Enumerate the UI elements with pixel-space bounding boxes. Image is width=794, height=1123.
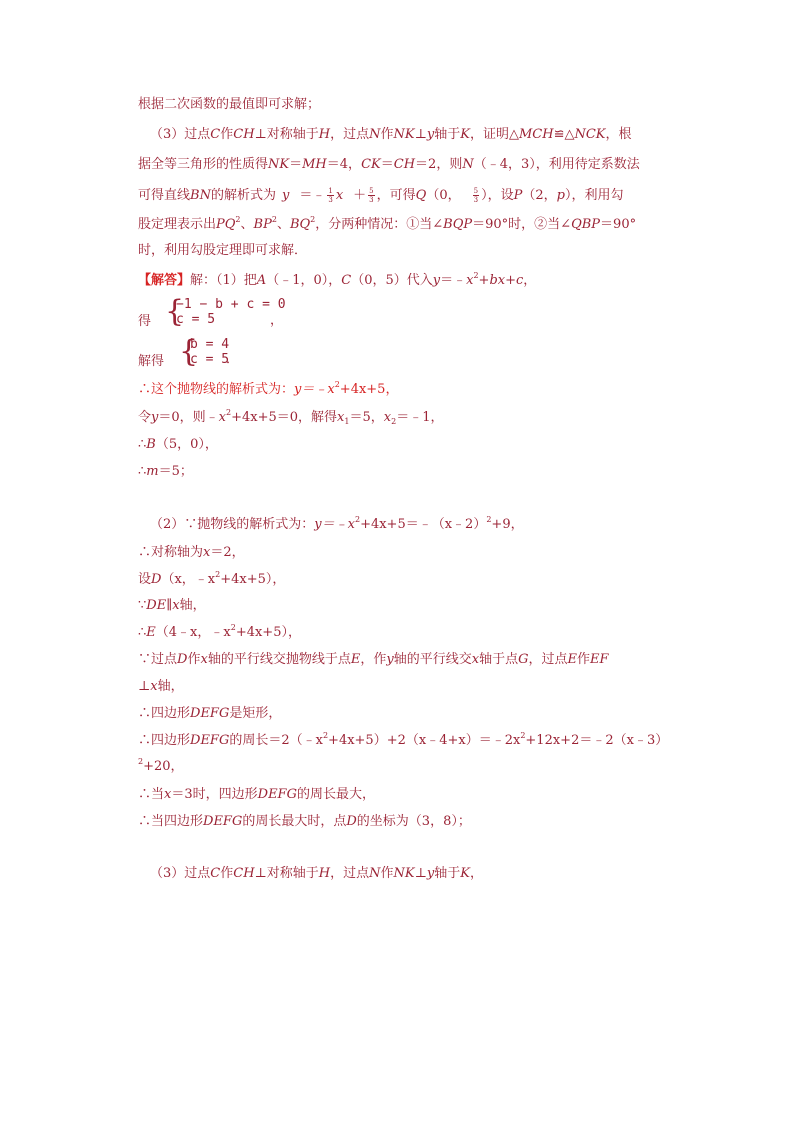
analysis-line-2: （3）过点C作CH⊥对称轴于H，过点N作NK⊥y轴于K，证明△MCH≌△NCK，根 [150, 127, 632, 142]
answer-part-2-point-e: ∴E（4﹣x，$﹣x^2+4x+5$）， [138, 623, 301, 640]
answer-part-2-de-parallel: ∵DE∥x轴， [138, 598, 206, 613]
system-2-brace: { [179, 334, 199, 369]
answer-part-2-ef-perp: ⊥x轴， [138, 679, 184, 694]
answer-part-2-perimeter-cont: $^2$+20， [138, 757, 184, 774]
answer-part-2-rectangle: ∴四边形DEFG是矩形， [138, 706, 282, 721]
analysis-line-4: 可得直线BN的解析式为 y ＝﹣ $\frac{1}{3}$ x ＋ $\frac{5}{3}$ ，可得Q（0， $\frac{5}{3}$ ），设P（2，p），利用勾 [138, 187, 624, 204]
system-2-row-1: b = 4 [190, 337, 230, 352]
answer-part-2-line-1: （2）∵抛物线的解析式为：$y=﹣x^2+4x+5=﹣(x﹣2)^2+9$， [150, 515, 524, 532]
answer-line-point-b: ∴B（5，0）， [138, 437, 218, 452]
answer-part-2-conclusion: ∴当四边形DEFG的周长最大时，点D的坐标为（3，8）； [138, 814, 471, 829]
analysis-line-1: 根据二次函数的最值即可求解； [138, 97, 321, 112]
answer-line-m: ∴m＝5； [138, 464, 193, 479]
answer-part-2-axis: ∴对称轴为x＝2， [138, 545, 245, 560]
fraction-five-thirds-q: $\frac{5}{3}$ [473, 187, 479, 204]
answer-part-2-point-d: 设D（x，$﹣x^2+4x+5$）， [138, 570, 286, 587]
analysis-line-5: 股定理表示出$PQ^2$、$BP^2$、$BQ^2$，分两种情况：①当∠BQP＝90°时，②当∠QBP＝90° [138, 215, 637, 232]
system-1-row-2: c = 5 [176, 312, 216, 327]
system-1-end: ， [270, 313, 284, 328]
analysis-line-3: 据全等三角形的性质得NK＝MH＝4，CK＝CH＝2，则N（﹣4，3），利用待定系数法 [138, 157, 640, 172]
system-1-label: 得 [138, 314, 152, 329]
answer-tag: 【解答】 [138, 273, 191, 288]
answer-part-3-line-1: （3）过点C作CH⊥对称轴于H，过点N作NK⊥y轴于K， [150, 866, 483, 881]
answer-part-2-max-x: ∴当x＝3时，四边形DEFG的周长最大， [138, 787, 375, 802]
answer-line-1: 【解答】解：（1）把A（﹣1，0），C（0，5）代入$y=﹣x^2+bx+c$， [138, 271, 537, 288]
fraction-five-thirds: $\frac{5}{3}$ [369, 187, 374, 204]
system-2-row-2: c = 5 [190, 352, 230, 367]
answer-line-roots: 令y＝0，则$﹣x^2+4x+5=0$，解得$x_1=5$，$x_2=﹣1$， [138, 408, 444, 426]
answer-part-2-construction: ∵过点D作x轴的平行线交抛物线于点E，作y轴的平行线交x轴于点G，过点E作EF [138, 652, 609, 667]
analysis-line-6: 时，利用勾股定理即可求解． [138, 243, 308, 258]
answer-part-2-perimeter: ∴四边形DEFG的周长$=2(﹣x^2+4x+5)+2(x﹣4+x)=﹣2x^2+12x+2=﹣2(x﹣3)$ [138, 731, 669, 748]
system-1-brace: { [165, 294, 185, 329]
system-2-end: ． [226, 352, 240, 367]
system-1-row-1: −1 − b + c = 0 [176, 297, 286, 312]
answer-line-parabola: ∴这个抛物线的解析式为：$y=﹣x^2+4x+5$， [138, 380, 399, 397]
fraction-one-third: $\frac{1}{3}$ [328, 187, 333, 204]
system-2-label: 解得 [138, 354, 165, 369]
